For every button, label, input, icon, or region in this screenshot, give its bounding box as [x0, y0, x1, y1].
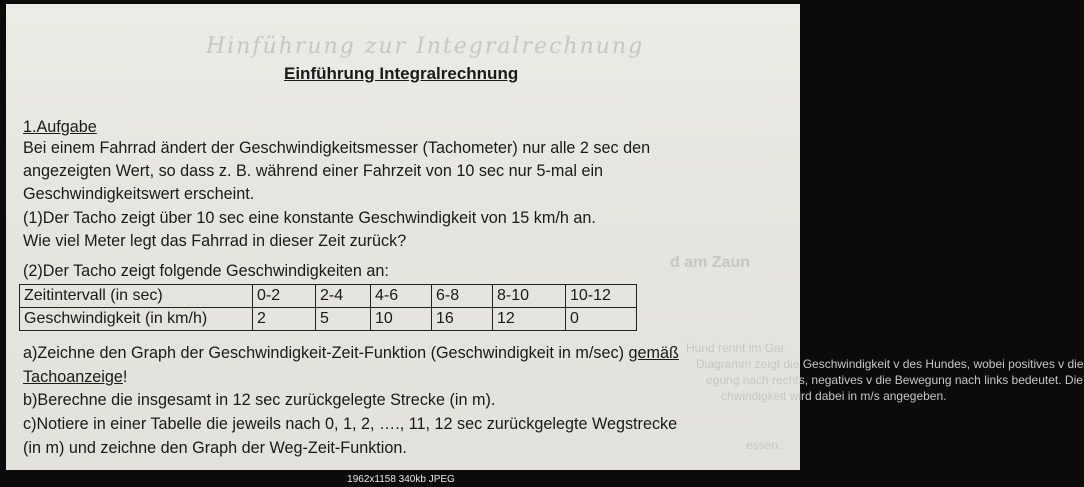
table-header-cell: 2-4 — [316, 285, 371, 308]
task-a-line2 — [23, 368, 127, 387]
task-a-text: a)Zeichne den Graph der Geschwindigkeit-Zeit-Funktion (Geschwindigkeit in m/sec) — [23, 344, 629, 362]
table-header-cell: 4-6 — [371, 285, 432, 308]
bleed-through-line: Hund rennt im Gar — [686, 341, 785, 355]
table-cell: Geschwindigkeit (in km/h) — [20, 308, 253, 331]
bleed-through-heading: d am Zaun — [670, 254, 751, 271]
part2-intro: (2)Der Tacho zeigt folgende Geschwindigkeiten an: — [23, 262, 389, 280]
task-c-line: (in m) und zeichne den Graph der Weg-Zeit-Funktion. — [23, 439, 407, 457]
table-cell: 12 — [493, 308, 566, 331]
task-a-text: ! — [122, 368, 128, 386]
table-header-cell: 8-10 — [493, 285, 566, 308]
table-cell: 16 — [432, 308, 493, 331]
bleed-through-line: egung nach rechts, negatives v die Bewegung nach links bedeutet. Die — [706, 373, 1083, 387]
task-c-line: c)Notiere in einer Tabelle die jeweils nach 0, 1, 2, …., 11, 12 sec zurückgelegte Wegstrecke — [23, 415, 678, 433]
table-cell: 5 — [316, 308, 371, 331]
image-info-bar: 1962x1158 340kb JPEG — [0, 472, 802, 487]
scanned-worksheet — [6, 4, 1084, 470]
handwritten-header: Hinführung zur Integralrechnung — [206, 34, 645, 59]
task-heading: 1.Aufgabe — [23, 118, 97, 136]
table-header-cell: 0-2 — [253, 285, 316, 308]
table-header-cell: 10-12 — [566, 285, 637, 308]
task-b: b)Berechne die insgesamt in 12 sec zurückgelegte Strecke (in m). — [23, 391, 496, 409]
table-row — [20, 308, 637, 331]
intro-line: Bei einem Fahrrad ändert der Geschwindigkeitsmesser (Tachometer) nur alle 2 sec den — [23, 139, 651, 157]
bleed-through-line: chwindigkeit wird dabei in m/s angegeben. — [721, 389, 947, 403]
bleed-through-line: essen. — [746, 438, 782, 452]
task-a-line1 — [23, 344, 679, 363]
speed-table — [19, 284, 637, 331]
intro-line: angezeigten Wert, so dass z. B. während einer Fahrzeit von 10 sec nur 5-mal ein — [23, 162, 604, 180]
table-row — [20, 285, 637, 308]
task-a-underlined: Tachoanzeige — [23, 368, 123, 386]
table-header-cell: Zeitintervall (in sec) — [20, 285, 253, 308]
table-header-cell: 6-8 — [432, 285, 493, 308]
task-a-underlined: gemäß — [628, 344, 679, 362]
page-title: Einführung Integralrechnung — [284, 64, 519, 83]
table-cell: 10 — [371, 308, 432, 331]
part1-line: Wie viel Meter legt das Fahrrad in dieser Zeit zurück? — [23, 232, 407, 250]
part1-line: (1)Der Tacho zeigt über 10 sec eine konstante Geschwindigkeit von 15 km/h an. — [23, 209, 596, 227]
table-cell: 2 — [253, 308, 316, 331]
intro-line: Geschwindigkeitswert erscheint. — [23, 185, 255, 203]
table-cell: 0 — [566, 308, 637, 331]
bleed-through-line: Diagramm zeigt die Geschwindigkeit v des Hundes, wobei positives v die — [696, 357, 1084, 371]
